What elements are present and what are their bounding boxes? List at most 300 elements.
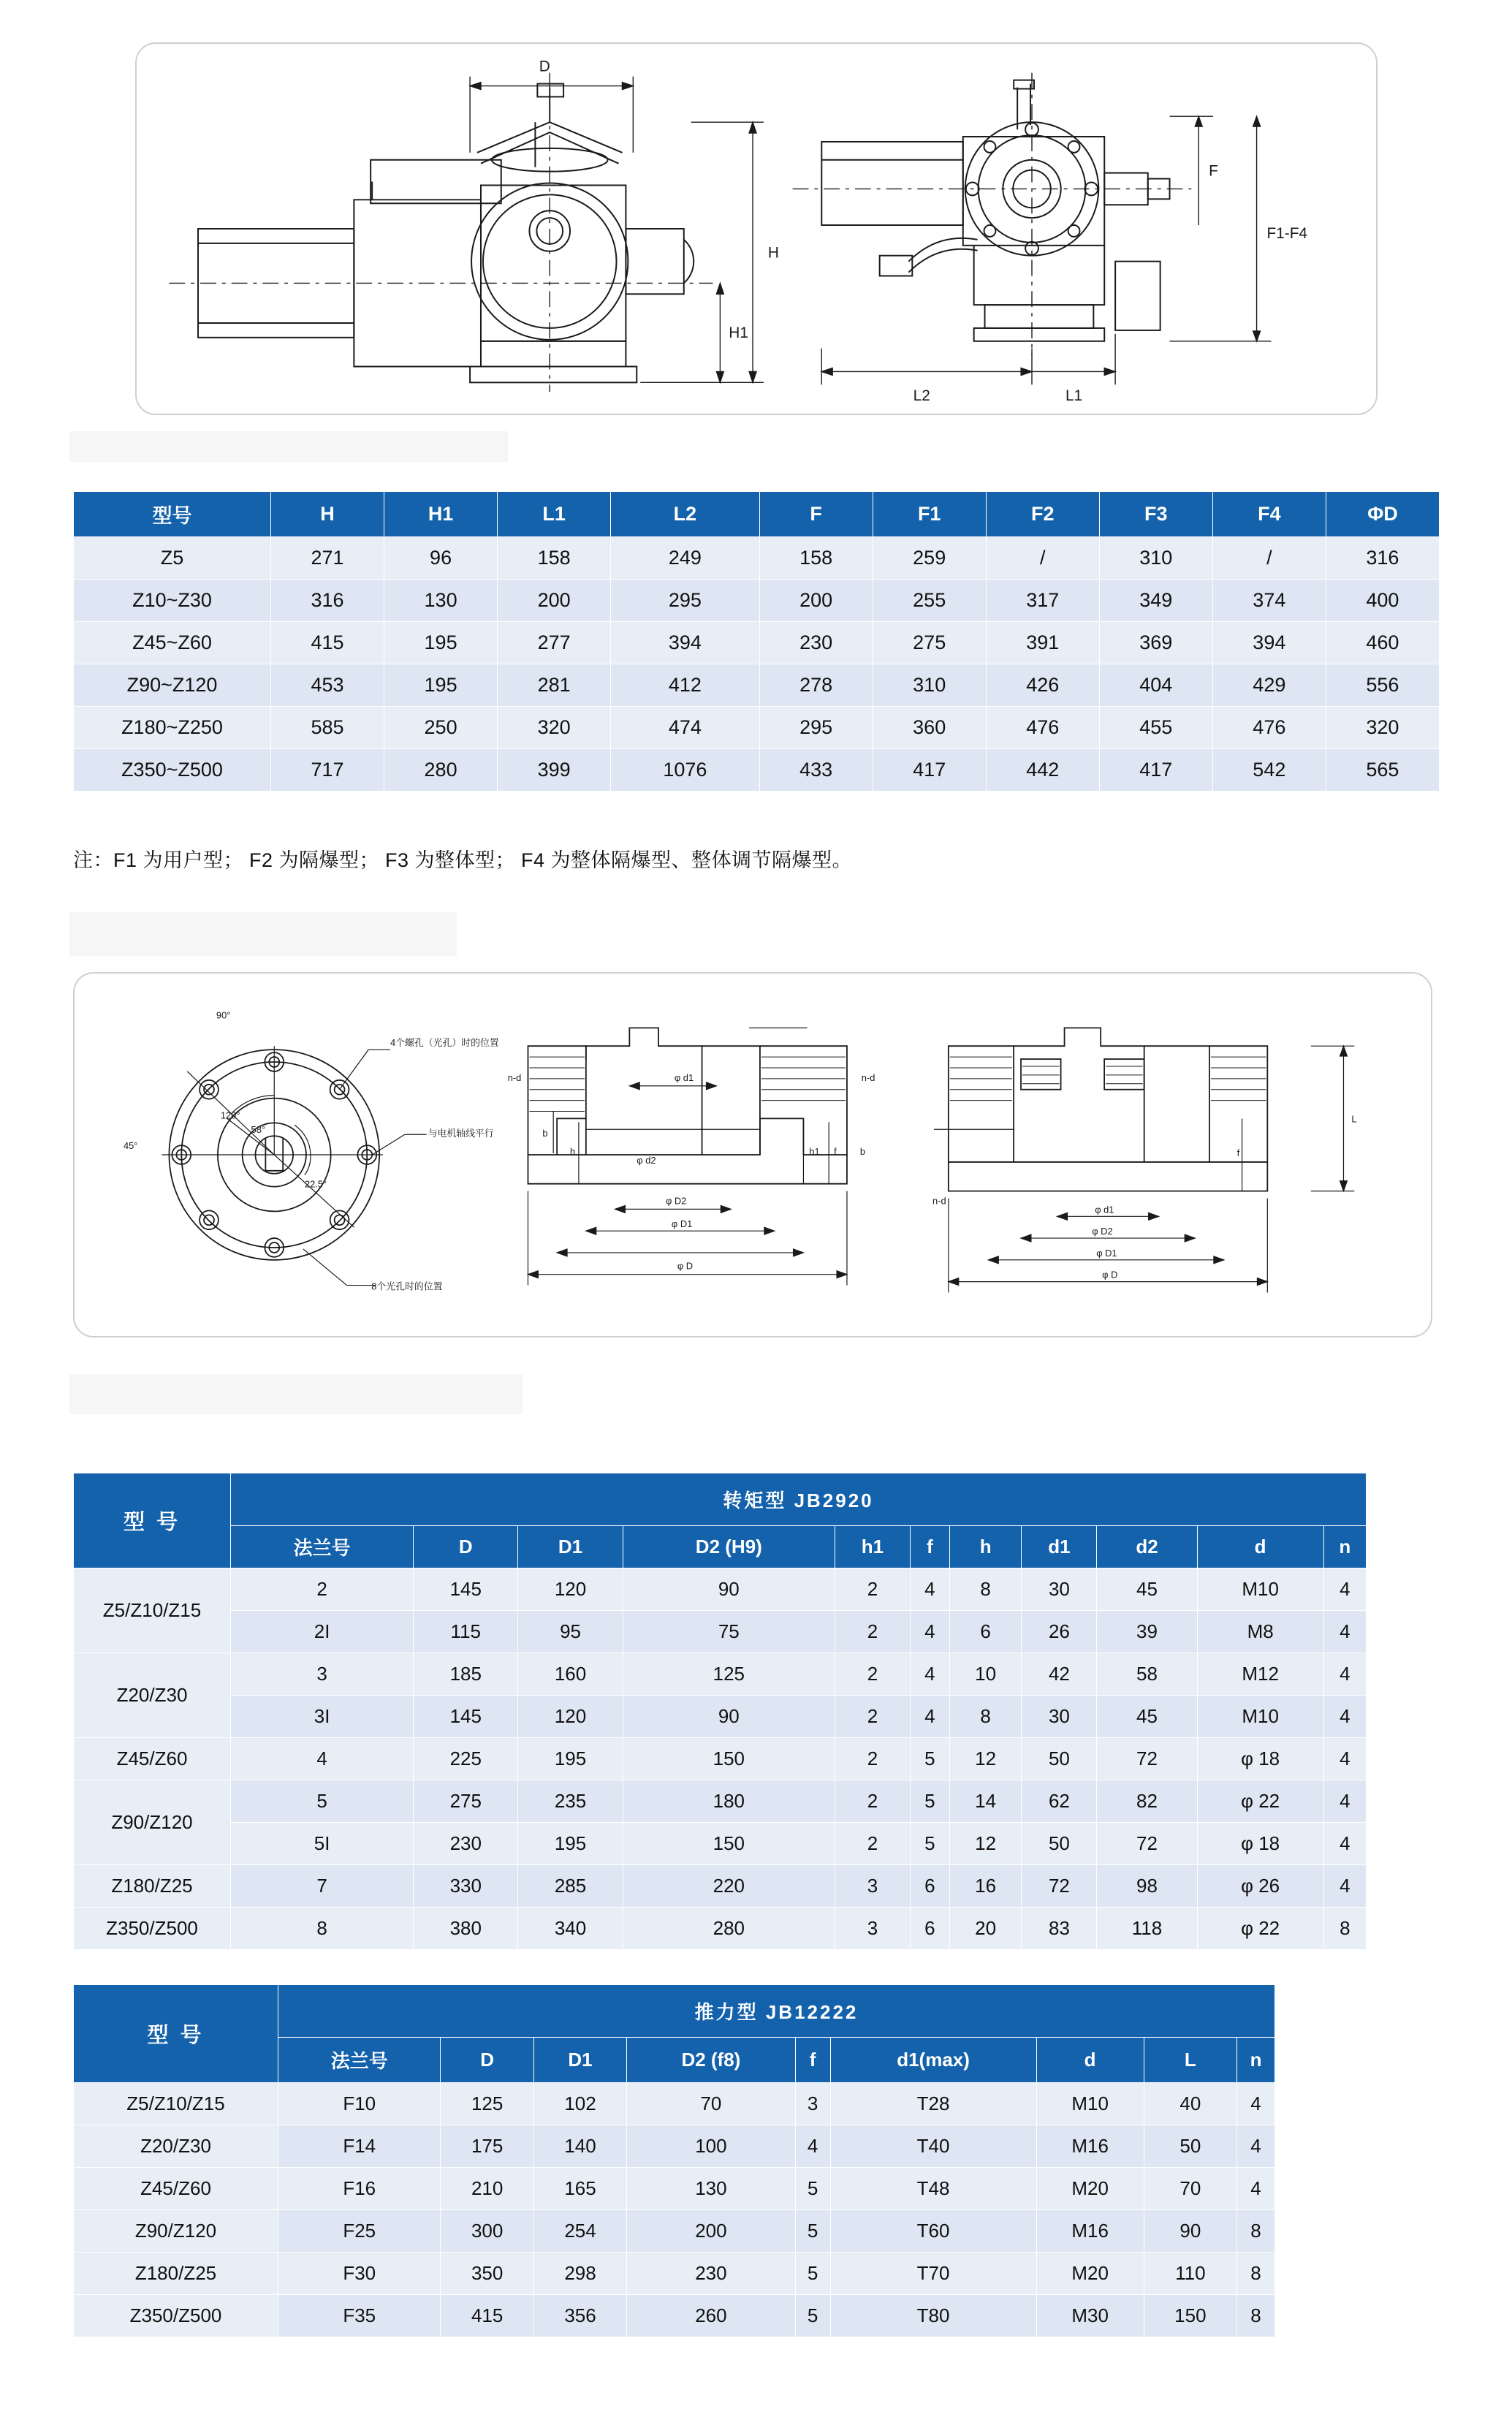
cell: 235 bbox=[518, 1780, 623, 1823]
dimension-header-cell: L2 bbox=[611, 492, 759, 537]
torque-flange-table bbox=[73, 1473, 1367, 1950]
cell: 125 bbox=[623, 1653, 835, 1696]
cell: 4 bbox=[910, 1568, 949, 1611]
scan-artifact-block bbox=[69, 1374, 523, 1414]
cell: 565 bbox=[1326, 749, 1439, 792]
cell: 150 bbox=[623, 1823, 835, 1865]
cell: 42 bbox=[1022, 1653, 1097, 1696]
cell: 360 bbox=[873, 707, 986, 749]
cell: 120 bbox=[518, 1696, 623, 1738]
torque-table-title-row bbox=[74, 1473, 1367, 1526]
cell: 45 bbox=[1097, 1696, 1197, 1738]
cell: 2 bbox=[835, 1568, 910, 1611]
model-cell: Z45/Z60 bbox=[74, 2168, 278, 2210]
cell: 3 bbox=[231, 1653, 414, 1696]
cell: 30 bbox=[1022, 1568, 1097, 1611]
cell: 195 bbox=[384, 622, 498, 664]
cell: 429 bbox=[1212, 664, 1326, 707]
cell: / bbox=[986, 537, 1099, 580]
torque-table-header-row bbox=[74, 1526, 1367, 1568]
cell: 5 bbox=[795, 2168, 830, 2210]
cell: 278 bbox=[759, 664, 873, 707]
cell: M20 bbox=[1036, 2168, 1144, 2210]
cell: 280 bbox=[623, 1908, 835, 1950]
dimension-header-cell: F2 bbox=[986, 492, 1099, 537]
cell: 317 bbox=[986, 580, 1099, 622]
cell: 50 bbox=[1022, 1738, 1097, 1780]
cell: F16 bbox=[278, 2168, 441, 2210]
svg-text:120°: 120° bbox=[220, 1109, 240, 1121]
svg-text:φ D2: φ D2 bbox=[1092, 1226, 1113, 1237]
cell: 95 bbox=[518, 1611, 623, 1653]
svg-text:H1: H1 bbox=[729, 324, 748, 341]
model-cell: Z90/Z120 bbox=[74, 1780, 231, 1865]
cell: 145 bbox=[414, 1568, 518, 1611]
cell: 5 bbox=[910, 1780, 949, 1823]
cell: 26 bbox=[1022, 1611, 1097, 1653]
cell: 200 bbox=[627, 2210, 795, 2253]
cell: 4 bbox=[1323, 1611, 1366, 1653]
cell: 5 bbox=[910, 1823, 949, 1865]
svg-text:L1: L1 bbox=[1065, 387, 1083, 405]
cell: T80 bbox=[830, 2295, 1036, 2337]
flange-detail-svg bbox=[75, 974, 1431, 1336]
cell: 230 bbox=[759, 622, 873, 664]
cell: 130 bbox=[627, 2168, 795, 2210]
cell: M10 bbox=[1197, 1568, 1323, 1611]
cell: 1076 bbox=[611, 749, 759, 792]
cell: 230 bbox=[627, 2253, 795, 2295]
cell: 6 bbox=[949, 1611, 1022, 1653]
cell: 400 bbox=[1326, 580, 1439, 622]
svg-text:8个光孔时的位置: 8个光孔时的位置 bbox=[371, 1280, 443, 1292]
cell: F35 bbox=[278, 2295, 441, 2337]
svg-text:D: D bbox=[539, 58, 550, 75]
dimension-header-cell: H bbox=[271, 492, 384, 537]
dimension-table-header-row bbox=[74, 492, 1440, 537]
dimension-header-cell: H1 bbox=[384, 492, 498, 537]
svg-text:H: H bbox=[767, 244, 779, 262]
cell: 5 bbox=[795, 2253, 830, 2295]
cell: 349 bbox=[1099, 580, 1212, 622]
svg-text:b: b bbox=[859, 1146, 865, 1157]
cell: 310 bbox=[1099, 537, 1212, 580]
cell: 83 bbox=[1022, 1908, 1097, 1950]
cell: 542 bbox=[1212, 749, 1326, 792]
cell: 140 bbox=[533, 2125, 626, 2168]
model-cell: Z180/Z25 bbox=[74, 2253, 278, 2295]
cell: 4 bbox=[231, 1738, 414, 1780]
model-header: 型 号 bbox=[74, 1985, 278, 2083]
cell: 8 bbox=[1323, 1908, 1366, 1950]
cell: 453 bbox=[271, 664, 384, 707]
cell: 115 bbox=[414, 1611, 518, 1653]
table-row bbox=[74, 1865, 1367, 1908]
cell: 275 bbox=[414, 1780, 518, 1823]
cell: T28 bbox=[830, 2083, 1036, 2125]
cell: 310 bbox=[873, 664, 986, 707]
cell: 210 bbox=[441, 2168, 533, 2210]
svg-text:φ D1: φ D1 bbox=[671, 1218, 693, 1230]
table-row bbox=[74, 1780, 1367, 1823]
cell: 10 bbox=[949, 1653, 1022, 1696]
cell: 2 bbox=[835, 1738, 910, 1780]
cell: 4 bbox=[910, 1611, 949, 1653]
cell: 271 bbox=[271, 537, 384, 580]
cell: 259 bbox=[873, 537, 986, 580]
torque-header-cell: f bbox=[910, 1526, 949, 1568]
table-row bbox=[74, 1823, 1367, 1865]
cell: 320 bbox=[498, 707, 611, 749]
cell: 399 bbox=[498, 749, 611, 792]
cell: M16 bbox=[1036, 2210, 1144, 2253]
table-row bbox=[74, 2210, 1275, 2253]
cell: 415 bbox=[271, 622, 384, 664]
cell: 220 bbox=[623, 1865, 835, 1908]
thrust-header-cell: L bbox=[1144, 2038, 1236, 2083]
cell: 195 bbox=[518, 1738, 623, 1780]
table-row bbox=[74, 622, 1440, 664]
cell: 340 bbox=[518, 1908, 623, 1950]
cell: 394 bbox=[1212, 622, 1326, 664]
cell: 275 bbox=[873, 622, 986, 664]
cell: 404 bbox=[1099, 664, 1212, 707]
cell: Z180~Z250 bbox=[74, 707, 271, 749]
cell: M16 bbox=[1036, 2125, 1144, 2168]
table-row bbox=[74, 580, 1440, 622]
cell: 130 bbox=[384, 580, 498, 622]
cell: T48 bbox=[830, 2168, 1036, 2210]
model-cell: Z45/Z60 bbox=[74, 1738, 231, 1780]
table-row bbox=[74, 2083, 1275, 2125]
cell: 175 bbox=[441, 2125, 533, 2168]
cell: 5 bbox=[795, 2295, 830, 2337]
cell: F14 bbox=[278, 2125, 441, 2168]
flange-detail-figure bbox=[73, 972, 1432, 1337]
svg-text:与电机轴线平行: 与电机轴线平行 bbox=[428, 1128, 494, 1139]
cell: 145 bbox=[414, 1696, 518, 1738]
cell: 20 bbox=[949, 1908, 1022, 1950]
cell: 717 bbox=[271, 749, 384, 792]
cell: 460 bbox=[1326, 622, 1439, 664]
cell: 4 bbox=[1323, 1568, 1366, 1611]
cell: 254 bbox=[533, 2210, 626, 2253]
cell: 3 bbox=[835, 1908, 910, 1950]
cell: 12 bbox=[949, 1823, 1022, 1865]
svg-text:f: f bbox=[1236, 1147, 1240, 1158]
cell: 295 bbox=[759, 707, 873, 749]
thrust-header-cell: f bbox=[795, 2038, 830, 2083]
model-cell: Z350/Z500 bbox=[74, 1908, 231, 1950]
cell: 3I bbox=[231, 1696, 414, 1738]
cell: 476 bbox=[986, 707, 1099, 749]
table-row bbox=[74, 1653, 1367, 1696]
cell: 298 bbox=[533, 2253, 626, 2295]
cell: 8 bbox=[1237, 2253, 1275, 2295]
table-row bbox=[74, 1696, 1367, 1738]
cell: 369 bbox=[1099, 622, 1212, 664]
cell: 585 bbox=[271, 707, 384, 749]
dimension-header-cell: F1 bbox=[873, 492, 986, 537]
torque-header-cell: D1 bbox=[518, 1526, 623, 1568]
cell: 14 bbox=[949, 1780, 1022, 1823]
cell: 118 bbox=[1097, 1908, 1197, 1950]
cell: 4 bbox=[910, 1653, 949, 1696]
dimension-header-cell: F bbox=[759, 492, 873, 537]
thrust-table-title: 推力型 JB12222 bbox=[278, 1985, 1275, 2038]
table-row bbox=[74, 2168, 1275, 2210]
svg-text:90°: 90° bbox=[216, 1009, 231, 1021]
torque-table-title: 转矩型 JB2920 bbox=[231, 1473, 1367, 1526]
svg-text:f: f bbox=[834, 1146, 837, 1157]
cell: 4 bbox=[795, 2125, 830, 2168]
thrust-table-title-row bbox=[74, 1985, 1275, 2038]
cell: 394 bbox=[611, 622, 759, 664]
cell: M20 bbox=[1036, 2253, 1144, 2295]
thrust-header-cell: 法兰号 bbox=[278, 2038, 441, 2083]
dimension-header-cell: ΦD bbox=[1326, 492, 1439, 537]
cell: 5 bbox=[231, 1780, 414, 1823]
svg-text:φ D2: φ D2 bbox=[665, 1195, 687, 1207]
cell: 2 bbox=[231, 1568, 414, 1611]
cell: 260 bbox=[627, 2295, 795, 2337]
svg-text:φ d1: φ d1 bbox=[1095, 1204, 1114, 1215]
cell: 70 bbox=[1144, 2168, 1236, 2210]
model-cell: Z90/Z120 bbox=[74, 2210, 278, 2253]
cell: M12 bbox=[1197, 1653, 1323, 1696]
cell: 5 bbox=[795, 2210, 830, 2253]
cell: 165 bbox=[533, 2168, 626, 2210]
cell: 40 bbox=[1144, 2083, 1236, 2125]
cell: 30 bbox=[1022, 1696, 1097, 1738]
cell: Z45~Z60 bbox=[74, 622, 271, 664]
cell: 3 bbox=[835, 1865, 910, 1908]
cell: 2I bbox=[231, 1611, 414, 1653]
cell: 356 bbox=[533, 2295, 626, 2337]
svg-text:F1-F4: F1-F4 bbox=[1266, 224, 1308, 242]
cell: 75 bbox=[623, 1611, 835, 1653]
cell: 442 bbox=[986, 749, 1099, 792]
cell: φ 18 bbox=[1197, 1823, 1323, 1865]
cell: 150 bbox=[623, 1738, 835, 1780]
svg-text:L2: L2 bbox=[913, 387, 930, 405]
cell: 90 bbox=[623, 1568, 835, 1611]
svg-text:n-d: n-d bbox=[861, 1071, 875, 1083]
torque-header-cell: 法兰号 bbox=[231, 1526, 414, 1568]
cell: 476 bbox=[1212, 707, 1326, 749]
model-header: 型 号 bbox=[74, 1473, 231, 1568]
cell: φ 22 bbox=[1197, 1908, 1323, 1950]
cell: 102 bbox=[533, 2083, 626, 2125]
cell: 72 bbox=[1097, 1823, 1197, 1865]
cell: 200 bbox=[759, 580, 873, 622]
cell: 412 bbox=[611, 664, 759, 707]
cell: 4 bbox=[1323, 1738, 1366, 1780]
cell: 90 bbox=[1144, 2210, 1236, 2253]
cell: F25 bbox=[278, 2210, 441, 2253]
scan-artifact-block bbox=[69, 431, 508, 462]
cell: 8 bbox=[949, 1568, 1022, 1611]
torque-header-cell: D2 (H9) bbox=[623, 1526, 835, 1568]
cell: 330 bbox=[414, 1865, 518, 1908]
cell: T60 bbox=[830, 2210, 1036, 2253]
svg-text:4个螺孔（光孔）时的位置: 4个螺孔（光孔）时的位置 bbox=[390, 1037, 499, 1049]
cell: 7 bbox=[231, 1865, 414, 1908]
cell: 200 bbox=[498, 580, 611, 622]
cell: 2 bbox=[835, 1696, 910, 1738]
cell: Z10~Z30 bbox=[74, 580, 271, 622]
cell: M10 bbox=[1036, 2083, 1144, 2125]
table-row bbox=[74, 1908, 1367, 1950]
table-row bbox=[74, 2125, 1275, 2168]
cell: 316 bbox=[1326, 537, 1439, 580]
cell: 4 bbox=[1323, 1823, 1366, 1865]
cell: 4 bbox=[1323, 1780, 1366, 1823]
cell: 415 bbox=[441, 2295, 533, 2337]
cell: 250 bbox=[384, 707, 498, 749]
thrust-flange-table bbox=[73, 1984, 1275, 2337]
cell: 4 bbox=[1237, 2125, 1275, 2168]
cell: 455 bbox=[1099, 707, 1212, 749]
svg-text:58°: 58° bbox=[251, 1124, 266, 1136]
dimension-header-cell: 型号 bbox=[74, 492, 271, 537]
svg-text:φ d1: φ d1 bbox=[674, 1071, 694, 1083]
cell: T40 bbox=[830, 2125, 1036, 2168]
cell: 249 bbox=[611, 537, 759, 580]
svg-text:n-d: n-d bbox=[507, 1071, 522, 1083]
cell: 2 bbox=[835, 1780, 910, 1823]
table-row bbox=[74, 537, 1440, 580]
cell: 185 bbox=[414, 1653, 518, 1696]
cell: 4 bbox=[910, 1696, 949, 1738]
cell: 225 bbox=[414, 1738, 518, 1780]
cell: φ 18 bbox=[1197, 1738, 1323, 1780]
cell: 2 bbox=[835, 1653, 910, 1696]
cell: F30 bbox=[278, 2253, 441, 2295]
svg-text:L: L bbox=[1351, 1113, 1357, 1125]
svg-text:F: F bbox=[1209, 162, 1218, 180]
cell: T70 bbox=[830, 2253, 1036, 2295]
cell: 96 bbox=[384, 537, 498, 580]
model-cell: Z180/Z25 bbox=[74, 1865, 231, 1908]
torque-header-cell: h bbox=[949, 1526, 1022, 1568]
cell: 5 bbox=[910, 1738, 949, 1780]
cell: 6 bbox=[910, 1865, 949, 1908]
table-row bbox=[74, 1738, 1367, 1780]
model-cell: Z20/Z30 bbox=[74, 2125, 278, 2168]
cell: F10 bbox=[278, 2083, 441, 2125]
cell: 4 bbox=[1237, 2168, 1275, 2210]
cell: 277 bbox=[498, 622, 611, 664]
cell: 474 bbox=[611, 707, 759, 749]
cell: 230 bbox=[414, 1823, 518, 1865]
cell: 180 bbox=[623, 1780, 835, 1823]
cell: 39 bbox=[1097, 1611, 1197, 1653]
cell: 6 bbox=[910, 1908, 949, 1950]
cell: 62 bbox=[1022, 1780, 1097, 1823]
cell: 150 bbox=[1144, 2295, 1236, 2337]
cell: 160 bbox=[518, 1653, 623, 1696]
cell: 391 bbox=[986, 622, 1099, 664]
dimension-header-cell: F4 bbox=[1212, 492, 1326, 537]
svg-text:φ D: φ D bbox=[1102, 1269, 1118, 1280]
cell: 110 bbox=[1144, 2253, 1236, 2295]
table-row bbox=[74, 2253, 1275, 2295]
cell: 4 bbox=[1237, 2083, 1275, 2125]
svg-text:h: h bbox=[570, 1146, 576, 1157]
svg-text:φ D: φ D bbox=[677, 1260, 694, 1272]
cell: 2 bbox=[835, 1823, 910, 1865]
cell: Z90~Z120 bbox=[74, 664, 271, 707]
cell: 8 bbox=[1237, 2210, 1275, 2253]
cell: 158 bbox=[759, 537, 873, 580]
cell: 120 bbox=[518, 1568, 623, 1611]
cell: 195 bbox=[518, 1823, 623, 1865]
thrust-header-cell: D1 bbox=[533, 2038, 626, 2083]
svg-text:h1: h1 bbox=[809, 1146, 820, 1157]
torque-header-cell: d2 bbox=[1097, 1526, 1197, 1568]
cell: 3 bbox=[795, 2083, 830, 2125]
thrust-header-cell: d bbox=[1036, 2038, 1144, 2083]
actuator-outline-svg bbox=[137, 44, 1376, 414]
cell: 417 bbox=[873, 749, 986, 792]
cell: 280 bbox=[384, 749, 498, 792]
torque-header-cell: h1 bbox=[835, 1526, 910, 1568]
cell: 12 bbox=[949, 1738, 1022, 1780]
cell: 90 bbox=[623, 1696, 835, 1738]
torque-header-cell: n bbox=[1323, 1526, 1366, 1568]
cell: 285 bbox=[518, 1865, 623, 1908]
table-row bbox=[74, 749, 1440, 792]
dimension-table-note: 注：F1 为用户型； F2 为隔爆型； F3 为整体型； F4 为整体隔爆型、整体调节隔爆型。 bbox=[73, 849, 853, 871]
scan-artifact-block bbox=[69, 912, 457, 956]
cell: 295 bbox=[611, 580, 759, 622]
cell: 98 bbox=[1097, 1865, 1197, 1908]
thrust-header-cell: D bbox=[441, 2038, 533, 2083]
cell: 72 bbox=[1097, 1738, 1197, 1780]
cell: 5I bbox=[231, 1823, 414, 1865]
table-row bbox=[74, 1568, 1367, 1611]
cell: 4 bbox=[1323, 1696, 1366, 1738]
table-row bbox=[74, 707, 1440, 749]
cell: 350 bbox=[441, 2253, 533, 2295]
model-cell: Z20/Z30 bbox=[74, 1653, 231, 1738]
cell: 72 bbox=[1022, 1865, 1097, 1908]
cell: 16 bbox=[949, 1865, 1022, 1908]
cell: 300 bbox=[441, 2210, 533, 2253]
cell: 255 bbox=[873, 580, 986, 622]
cell: 8 bbox=[1237, 2295, 1275, 2337]
model-cell: Z350/Z500 bbox=[74, 2295, 278, 2337]
cell: 158 bbox=[498, 537, 611, 580]
svg-text:n-d: n-d bbox=[932, 1195, 946, 1207]
cell: 100 bbox=[627, 2125, 795, 2168]
table-row bbox=[74, 664, 1440, 707]
svg-text:22.5°: 22.5° bbox=[304, 1178, 327, 1190]
cell: M10 bbox=[1197, 1696, 1323, 1738]
svg-text:b: b bbox=[542, 1128, 548, 1139]
cell: 556 bbox=[1326, 664, 1439, 707]
cell: 380 bbox=[414, 1908, 518, 1950]
cell: Z5 bbox=[74, 537, 271, 580]
cell: 426 bbox=[986, 664, 1099, 707]
cell: 195 bbox=[384, 664, 498, 707]
cell: 4 bbox=[1323, 1653, 1366, 1696]
cell: 58 bbox=[1097, 1653, 1197, 1696]
cell: 433 bbox=[759, 749, 873, 792]
actuator-outline-figure bbox=[135, 42, 1378, 415]
cell: 4 bbox=[1323, 1865, 1366, 1908]
